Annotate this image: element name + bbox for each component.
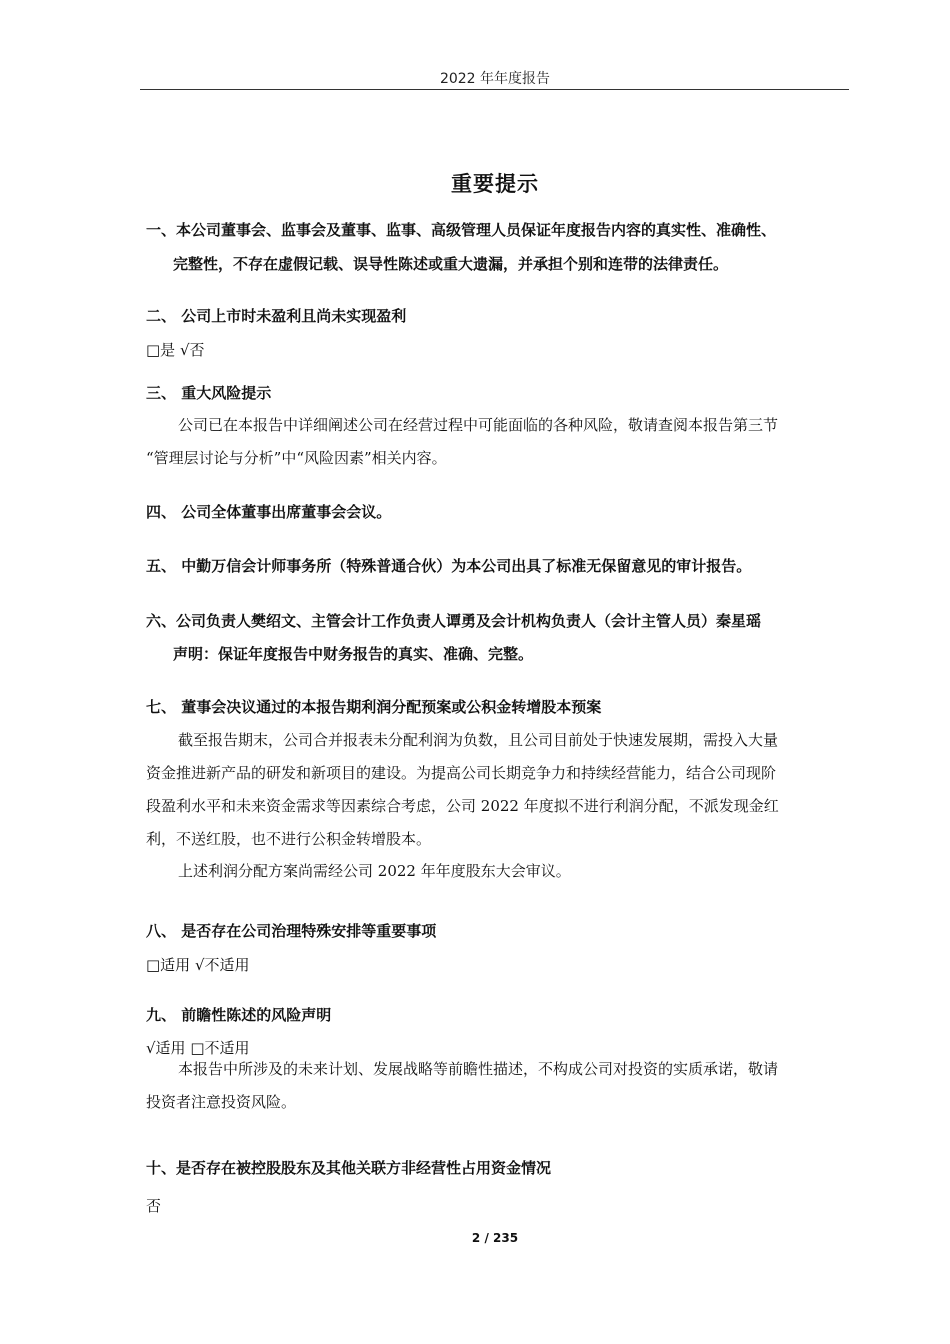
item7-line1: 截至报告期末，公司合并报表未分配利润为负数，且公司目前处于快速发展期，需投入大量 — [178, 731, 779, 749]
item8-heading: 八、 是否存在公司治理特殊安排等重要事项 — [146, 922, 437, 940]
item1-line1: 一、本公司董事会、监事会及董事、监事、高级管理人员保证年度报告内容的真实性、准确性、 — [146, 221, 777, 239]
item10-answer: 否 — [146, 1197, 162, 1215]
item6-line2: 声明：保证年度报告中财务报告的真实、准确、完整。 — [173, 645, 534, 663]
item9-line1: 本报告中所涉及的未来计划、发展战略等前瞻性描述，不构成公司对投资的实质承诺，敬请 — [178, 1060, 779, 1078]
item7-line2: 资金推进新产品的研发和新项目的建设。为提高公司长期竞争力和持续经营能力，结合公司现阶 — [146, 764, 777, 782]
item3-line2: “管理层讨论与分析”中“风险因素”相关内容。 — [146, 449, 447, 467]
item9-answer: √适用 □不适用 — [146, 1039, 250, 1057]
item7-line4: 利，不送红股，也不进行公积金转增股本。 — [146, 830, 432, 848]
item3-line1: 公司已在本报告中详细阐述公司在经营过程中可能面临的各种风险，敬请查阅本报告第三节 — [178, 416, 779, 434]
running-header: 2022 年年度报告 — [439, 71, 551, 87]
item7-line5: 上述利润分配方案尚需经公司 2022 年年度股东大会审议。 — [178, 862, 571, 880]
item5-heading: 五、 中勤万信会计师事务所（特殊普通合伙）为本公司出具了标准无保留意见的审计报告。 — [146, 557, 752, 575]
item9-line2: 投资者注意投资风险。 — [146, 1093, 297, 1111]
header-divider — [140, 89, 849, 90]
item4-heading: 四、 公司全体董事出席董事会会议。 — [146, 503, 392, 521]
item2-answer: □是 √否 — [146, 341, 205, 359]
item1-line2: 完整性，不存在虚假记载、误导性陈述或重大遗漏，并承担个别和连带的法律责任。 — [173, 255, 729, 273]
item6-line1: 六、公司负责人樊绍文、主管会计工作负责人谭勇及会计机构负责人（会计主管人员）秦星瑶 — [146, 612, 762, 630]
item7-line3: 段盈利水平和未来资金需求等因素综合考虑，公司 2022 年度拟不进行利润分配，不派发现金红 — [146, 797, 779, 815]
item8-answer: □适用 √不适用 — [146, 956, 250, 974]
item10-heading: 十、是否存在被控股股东及其他关联方非经营性占用资金情况 — [146, 1159, 552, 1177]
item9-heading: 九、 前瞻性陈述的风险声明 — [146, 1006, 332, 1024]
page-title: 重要提示 — [451, 172, 539, 196]
item7-heading: 七、 董事会决议通过的本报告期利润分配预案或公积金转增股本预案 — [146, 698, 602, 716]
item3-heading: 三、 重大风险提示 — [146, 384, 272, 402]
page-number: 2 / 235 — [471, 1231, 519, 1245]
item2-heading: 二、 公司上市时未盈利且尚未实现盈利 — [146, 307, 407, 325]
